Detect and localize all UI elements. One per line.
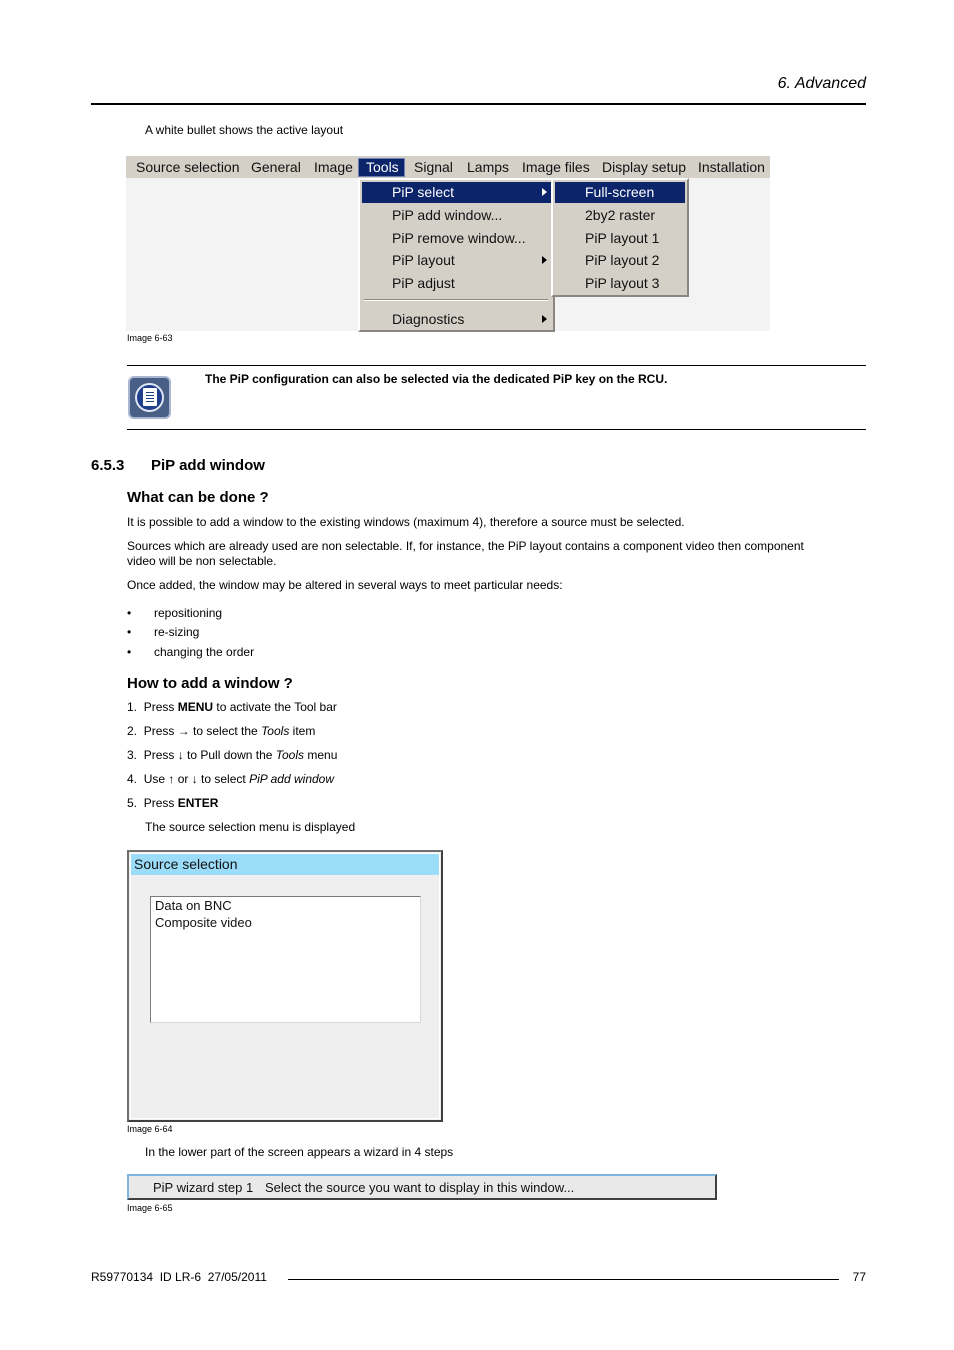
caption-image-63: Image 6-63 [127, 333, 173, 343]
step-4: 4. Use ↑ or ↓ to select PiP add window [127, 772, 334, 786]
submenu-item-pip-layout-3[interactable]: PiP layout 3 [585, 275, 660, 291]
submenu-item-full-screen[interactable]: Full-screen [555, 182, 685, 203]
submenu-arrow-icon [542, 256, 547, 264]
pip-select-submenu [551, 178, 689, 297]
menu-lamps[interactable]: Lamps [467, 159, 510, 175]
menu-source-selection[interactable]: Source selection [136, 159, 240, 175]
wizard-step-label: PiP wizard step 1 [153, 1180, 254, 1195]
menu-screenshot [126, 156, 770, 331]
bullet-item: repositioning [154, 606, 223, 620]
footer-doc-id: R59770134 ID LR-6 27/05/2011 [91, 1270, 267, 1284]
note-rule-top [127, 365, 866, 366]
dialog-title: Source selection [131, 854, 439, 875]
section-number: 6.5.3 [91, 457, 125, 474]
menu-general[interactable]: General [251, 159, 301, 175]
paragraph-1: It is possible to add a window to the existing windows (maximum 4), therefore a source must be selected. [127, 515, 685, 529]
footer-rule [288, 1279, 839, 1280]
step-2: 2. Press → to select the Tools item [127, 724, 316, 738]
what-heading: What can be done ? [127, 489, 269, 506]
bullet-dot: • [127, 606, 132, 620]
how-heading: How to add a window ? [127, 675, 293, 692]
note-rule-bottom [127, 429, 866, 430]
step-1: 1. Press MENU to activate the Tool bar [127, 700, 337, 714]
caption-image-64: Image 6-64 [127, 1124, 173, 1134]
bullet-item: changing the order [154, 645, 255, 659]
tools-dropdown [358, 178, 555, 332]
chapter-title: 6. Advanced [777, 75, 866, 92]
tools-item-pip-layout[interactable]: PiP layout [362, 250, 551, 271]
page-number: 77 [852, 1270, 866, 1284]
section-title: PiP add window [151, 457, 265, 474]
pip-wizard-bar [127, 1174, 717, 1200]
wizard-intro-text: In the lower part of the screen appears a wizard in 4 steps [145, 1145, 454, 1159]
tools-item-pip-remove-window[interactable]: PiP remove window... [392, 230, 526, 246]
note-disc [135, 383, 164, 412]
menu-installation[interactable]: Installation [698, 159, 765, 175]
paragraph-2-line-1: Sources which are already used are non selectable. If, for instance, the PiP layout contains a component video then component [127, 539, 804, 553]
paragraph-2-line-2: video will be non selectable. [127, 554, 277, 568]
step-5-result: The source selection menu is displayed [145, 820, 356, 834]
caption-image-65: Image 6-65 [127, 1203, 173, 1213]
note-text: The PiP configuration can also be selected via the dedicated PiP key on the RCU. [205, 372, 668, 386]
menu-display-setup[interactable]: Display setup [602, 159, 687, 175]
bullet-item: re-sizing [154, 625, 200, 639]
menu-separator [364, 299, 548, 301]
tools-item-pip-adjust[interactable]: PiP adjust [392, 275, 455, 291]
submenu-arrow-icon [542, 315, 547, 323]
header-rule [91, 103, 866, 105]
paragraph-3: Once added, the window may be altered in several ways to meet particular needs: [127, 578, 563, 592]
bullet-dot: • [127, 645, 132, 659]
wizard-message: Select the source you want to display in this window... [265, 1180, 575, 1195]
note-icon [128, 376, 171, 419]
tools-item-pip-add-window[interactable]: PiP add window... [392, 207, 503, 223]
bullet-dot: • [127, 625, 132, 639]
submenu-arrow-icon [542, 188, 547, 196]
intro-text: A white bullet shows the active layout [145, 123, 344, 137]
menu-image-files[interactable]: Image files [522, 159, 590, 175]
source-list[interactable] [150, 896, 421, 1023]
source-item-data-on-bnc[interactable]: Data on BNC [155, 898, 232, 913]
tools-item-pip-select[interactable]: PiP select [362, 182, 551, 203]
menubar [126, 156, 770, 178]
step-3: 3. Press ↓ to Pull down the Tools menu [127, 748, 338, 762]
submenu-item-2by2-raster[interactable]: 2by2 raster [585, 207, 656, 223]
submenu-item-pip-layout-1[interactable]: PiP layout 1 [585, 230, 660, 246]
menu-tools[interactable]: Tools [359, 159, 404, 176]
source-selection-dialog [127, 850, 443, 1122]
menu-image[interactable]: Image [314, 159, 353, 175]
tools-item-diagnostics[interactable]: Diagnostics [362, 309, 551, 330]
page-icon [143, 388, 157, 406]
submenu-item-pip-layout-2[interactable]: PiP layout 2 [585, 252, 660, 268]
source-item-composite-video[interactable]: Composite video [155, 915, 252, 930]
step-5: 5. Press ENTER [127, 796, 219, 810]
menu-signal[interactable]: Signal [414, 159, 453, 175]
